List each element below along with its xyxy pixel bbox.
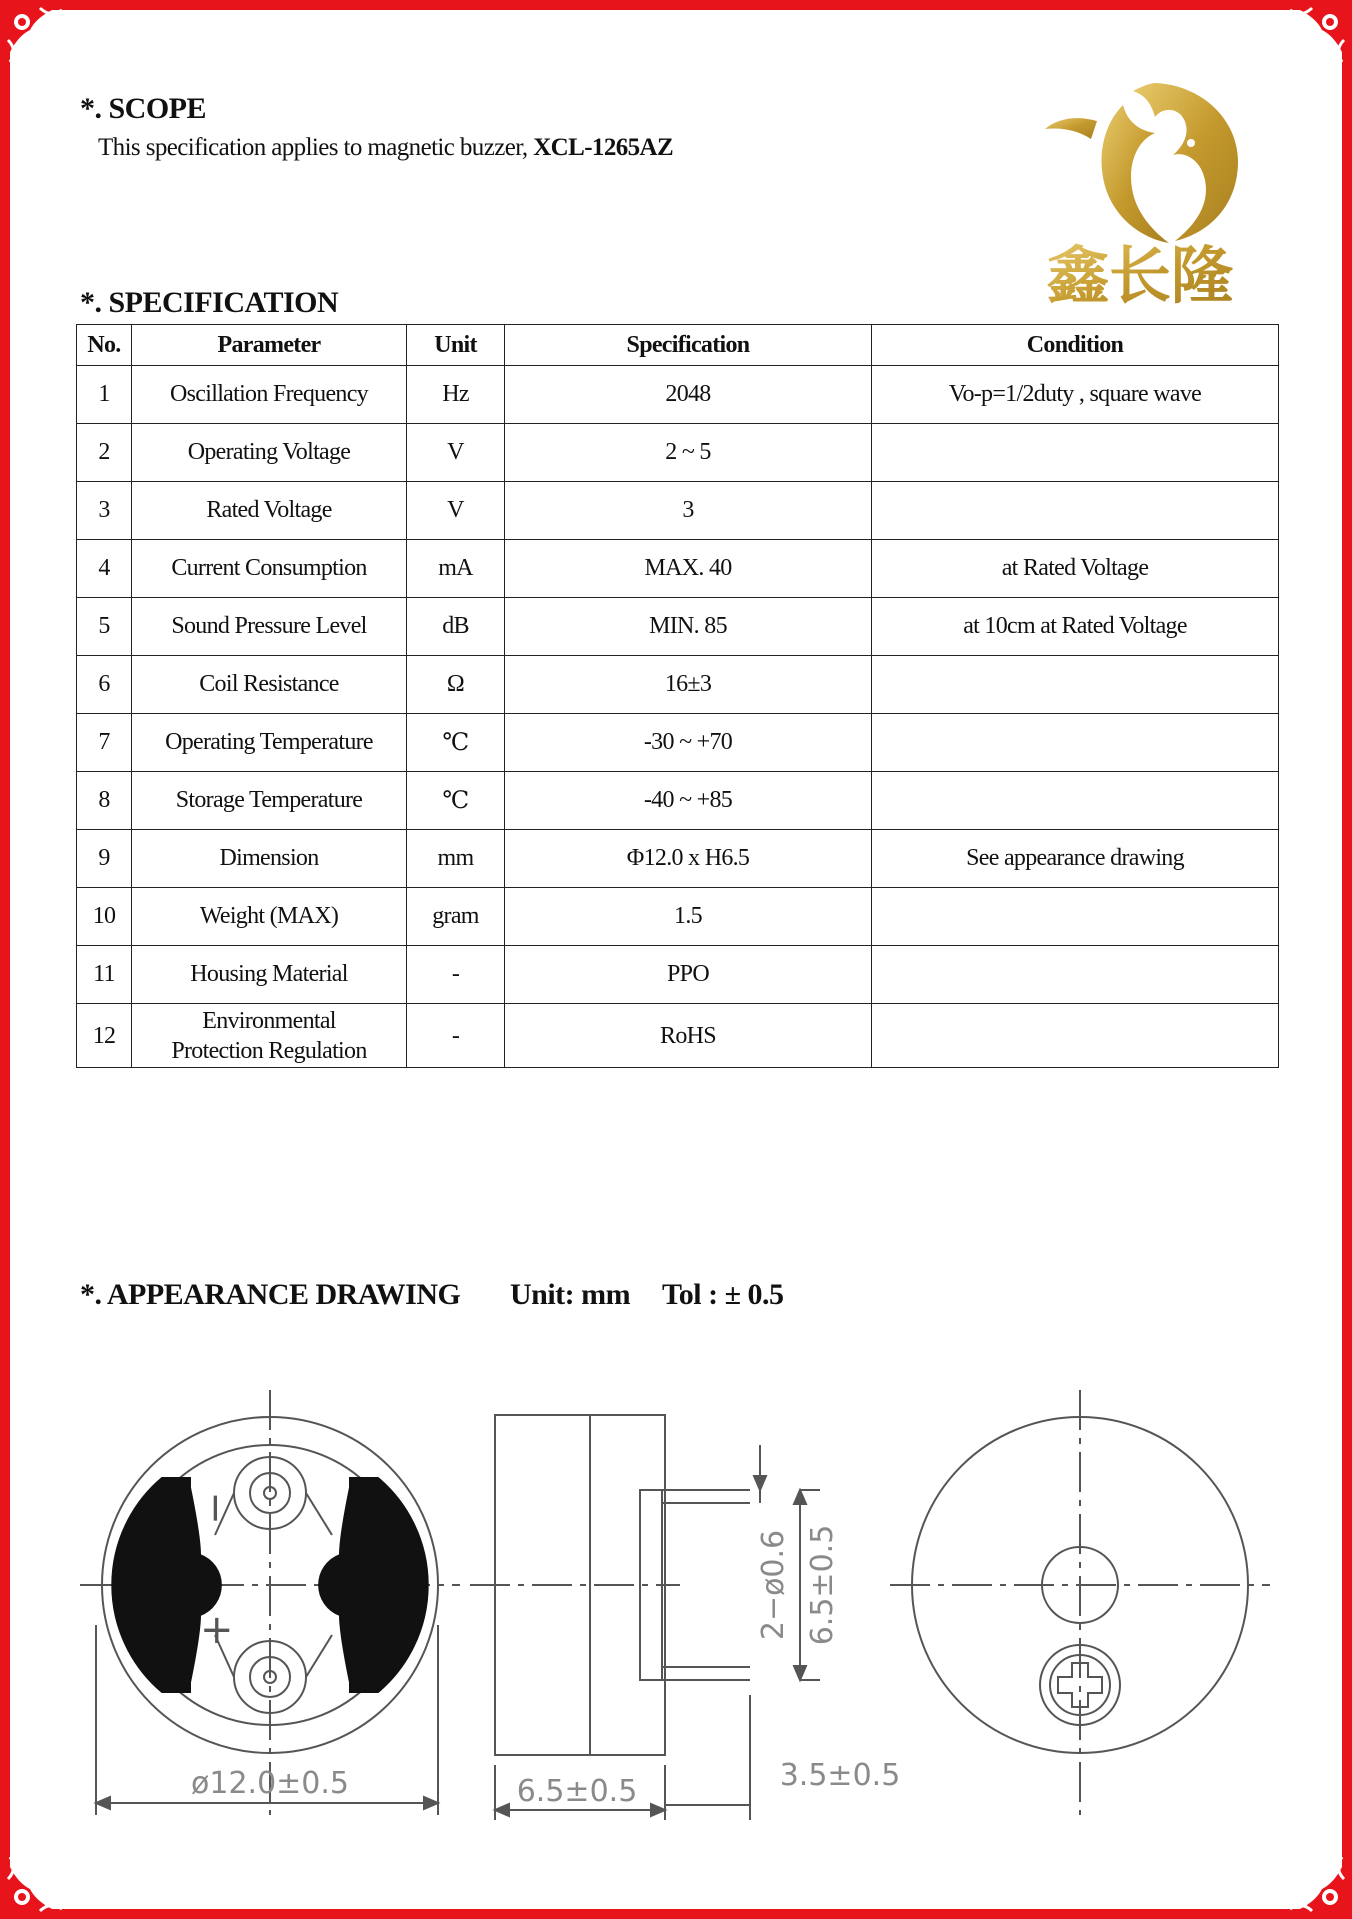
cell-parameter-line1: Environmental [202, 1007, 336, 1034]
cell-parameter: Housing Material [132, 946, 407, 1004]
logo-text: 鑫长隆 [1046, 239, 1234, 312]
dim-diameter: ø12.0±0.5 [191, 1766, 349, 1801]
scope-heading: *. SCOPE [80, 92, 207, 125]
cell-parameter-line2: Protection Regulation [171, 1037, 367, 1064]
cell-condition: at Rated Voltage [872, 540, 1279, 598]
cell-condition [872, 888, 1279, 946]
appearance-tolerance: Tol : ± 0.5 [662, 1278, 784, 1311]
cell-no: 3 [77, 482, 132, 540]
cell-parameter: Oscillation Frequency [132, 366, 407, 424]
cell-spec: -30 ~ +70 [505, 714, 872, 772]
dim-pin-spacing: 6.5±0.5 [805, 1524, 840, 1646]
cell-spec: 2 ~ 5 [505, 424, 872, 482]
cell-spec: MAX. 40 [505, 540, 872, 598]
cell-spec: 1.5 [505, 888, 872, 946]
cell-unit: - [407, 1004, 505, 1068]
cell-spec: PPO [505, 946, 872, 1004]
cell-parameter: Coil Resistance [132, 656, 407, 714]
cell-spec: MIN. 85 [505, 598, 872, 656]
cell-condition [872, 946, 1279, 1004]
col-header-condition: Condition [872, 325, 1279, 366]
col-header-no: No. [77, 325, 132, 366]
table-row [77, 424, 1279, 482]
cell-parameter: Rated Voltage [132, 482, 407, 540]
cell-no: 7 [77, 714, 132, 772]
back-view [890, 1390, 1270, 1815]
corner-ornament [0, 1839, 80, 1919]
table-row [77, 714, 1279, 772]
plus-mark: + [200, 1607, 234, 1653]
cell-parameter [132, 1004, 407, 1068]
col-header-specification: Specification [505, 325, 872, 366]
cell-parameter: Operating Voltage [132, 424, 407, 482]
cell-condition: Vo-p=1/2duty , square wave [872, 366, 1279, 424]
cell-unit: Ω [407, 656, 505, 714]
cell-unit: V [407, 482, 505, 540]
corner-ornament [0, 0, 80, 80]
company-logo [1005, 75, 1275, 315]
cell-condition [872, 714, 1279, 772]
col-header-unit: Unit [407, 325, 505, 366]
cell-unit: Hz [407, 366, 505, 424]
table-row [77, 888, 1279, 946]
cell-unit: ℃ [407, 714, 505, 772]
cell-condition [872, 656, 1279, 714]
table-row [77, 656, 1279, 714]
cell-spec: RoHS [505, 1004, 872, 1068]
model-number: XCL-1265AZ [533, 134, 674, 161]
appearance-heading: *. APPEARANCE DRAWING [80, 1278, 461, 1311]
table-row [77, 830, 1279, 888]
table-row [77, 540, 1279, 598]
front-view [80, 1390, 460, 1815]
cell-no: 10 [77, 888, 132, 946]
cell-parameter: Dimension [132, 830, 407, 888]
appearance-unit: Unit: mm [510, 1278, 631, 1311]
dim-height: 6.5±0.5 [516, 1774, 638, 1809]
cell-no: 12 [77, 1004, 132, 1068]
table-row [77, 946, 1279, 1004]
cell-unit: ℃ [407, 772, 505, 830]
dragon-icon [1045, 83, 1238, 243]
cell-unit: mm [407, 830, 505, 888]
cell-condition [872, 482, 1279, 540]
cell-no: 9 [77, 830, 132, 888]
cell-no: 1 [77, 366, 132, 424]
corner-ornament [1272, 0, 1352, 80]
cell-parameter: Current Consumption [132, 540, 407, 598]
cell-parameter: Sound Pressure Level [132, 598, 407, 656]
cell-unit: V [407, 424, 505, 482]
cell-parameter: Storage Temperature [132, 772, 407, 830]
cell-no: 2 [77, 424, 132, 482]
cell-condition [872, 424, 1279, 482]
cell-unit: - [407, 946, 505, 1004]
cell-condition: See appearance drawing [872, 830, 1279, 888]
minus-mark: − [192, 1491, 238, 1525]
dim-pin-dia: 2−ø0.6 [756, 1529, 791, 1641]
table-header-row [77, 325, 1279, 366]
table-row [77, 598, 1279, 656]
cell-no: 8 [77, 772, 132, 830]
drawing-svg [70, 1375, 1280, 1835]
cell-unit: dB [407, 598, 505, 656]
appearance-drawing [70, 1375, 1280, 1835]
cell-no: 6 [77, 656, 132, 714]
scope-text [98, 134, 673, 162]
cell-condition: at 10cm at Rated Voltage [872, 598, 1279, 656]
cell-spec: -40 ~ +85 [505, 772, 872, 830]
cell-condition [872, 772, 1279, 830]
cell-condition [872, 1004, 1279, 1068]
cell-no: 4 [77, 540, 132, 598]
cell-unit: gram [407, 888, 505, 946]
scope-text-prefix: This specification applies to magnetic buzzer, [98, 134, 534, 161]
cell-parameter: Weight (MAX) [132, 888, 407, 946]
specification-heading: *. SPECIFICATION [80, 286, 339, 319]
col-header-parameter: Parameter [132, 325, 407, 366]
cell-unit: mA [407, 540, 505, 598]
corner-ornament [1272, 1839, 1352, 1919]
cell-spec: Φ12.0 x H6.5 [505, 830, 872, 888]
cell-spec: 2048 [505, 366, 872, 424]
table-row [77, 482, 1279, 540]
table-row [77, 772, 1279, 830]
dim-pin-length: 3.5±0.5 [779, 1758, 901, 1793]
table-row [77, 366, 1279, 424]
table-row [77, 1004, 1279, 1068]
cell-parameter: Operating Temperature [132, 714, 407, 772]
cell-spec: 16±3 [505, 656, 872, 714]
specification-table [76, 324, 1279, 1068]
cell-no: 5 [77, 598, 132, 656]
cell-spec: 3 [505, 482, 872, 540]
cell-no: 11 [77, 946, 132, 1004]
